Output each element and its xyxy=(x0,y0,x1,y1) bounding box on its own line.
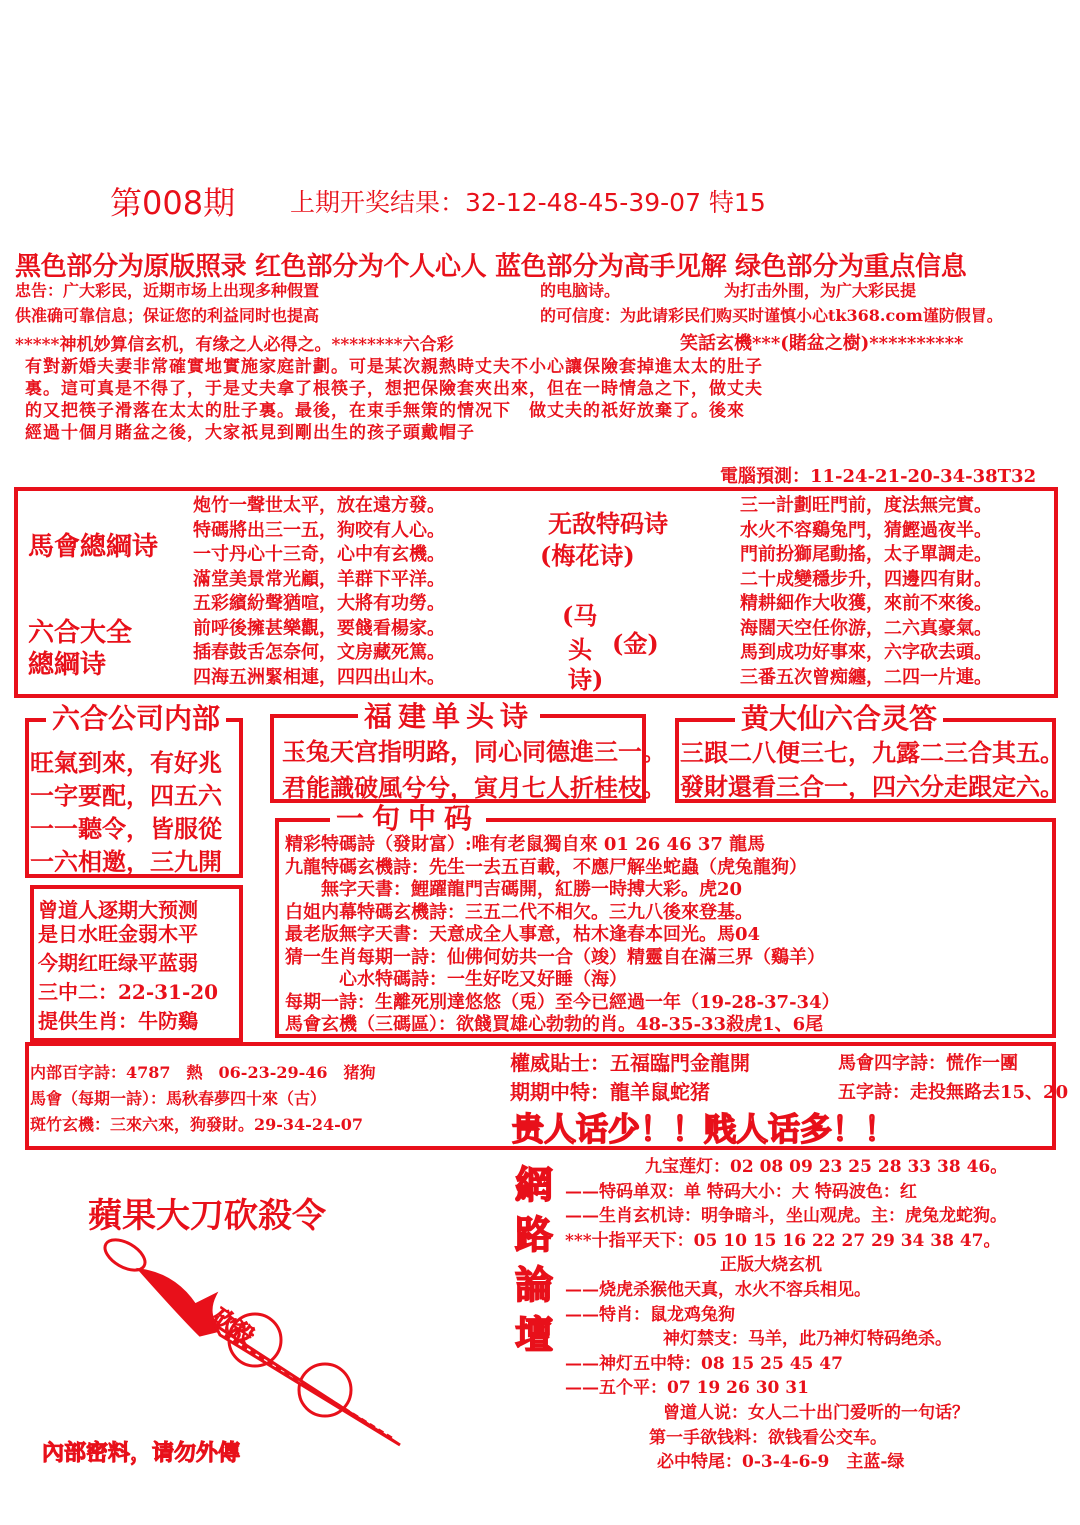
mid-c: 诗) xyxy=(568,665,604,694)
fujian-line: 君能識破風兮兮，寅月七人折桂枝。 xyxy=(282,773,666,802)
issue-number: 第008期 xyxy=(110,184,236,222)
poem-line: 精耕細作大收獲，來前不來後。 xyxy=(740,593,992,614)
huang-line: 三跟二八便三七，九露二三合其五。 xyxy=(680,738,1064,767)
zeng-line: 提供生肖：牛防鷄 xyxy=(38,1009,198,1033)
notice-right xyxy=(540,278,1003,328)
sentence-line: 心水特碼詩：一生好吃又好睡（海） xyxy=(285,969,627,990)
five-char-poem: 五字詩：走投無路去15、20 xyxy=(838,1082,1069,1103)
forum-line: ——特码单双：单 特码大小：大 特码波色：红 xyxy=(565,1181,917,1202)
slogan: 贵人话少！！贱人话多！！ xyxy=(512,1110,897,1148)
fujian-title: 福建单头诗 xyxy=(358,702,540,732)
bottom-line: 内部百字詩：4787 熱 06-23-29-46 猪狗 xyxy=(30,1063,376,1082)
sentence-line: 馬會玄機（三碼區）：欲餞買雄心勃勃的肖。48-35-33殺虎1、6尾 xyxy=(285,1014,824,1035)
forum-line: ——烧虎杀猴他天真，水火不容兵相见。 xyxy=(565,1279,871,1300)
notice-left xyxy=(15,278,319,328)
computer-prediction: 電腦預測：11-24-21-20-34-38T32 xyxy=(720,462,1036,490)
one-sentence-lines xyxy=(285,834,840,1037)
fujian-lines xyxy=(282,734,666,806)
right-poem xyxy=(740,494,992,690)
poem-title-liuhe: 六合大全 xyxy=(28,618,133,648)
poem-line: 馬到成功好事來，六字砍去頭。 xyxy=(740,642,992,663)
four-char-poem: 馬會四字詩：慌作一團 xyxy=(838,1053,1018,1074)
forum-line: 必中特尾：0-3-4-6-9 主蓝-绿 xyxy=(657,1452,905,1473)
story-line: 經過十個月賭盆之後，大家祇見到剛出生的孩子頭戴帽子 xyxy=(25,423,475,443)
story-line: 的又把筷子滑落在太太的肚子裏。最後，在束手無策的情况下 做丈夫的祇好放棄了。後來 xyxy=(25,401,745,421)
poem-line: 滿堂美景常光顧，羊群下平洋。 xyxy=(193,568,445,590)
notice-line: 的电脑诗。 为打击外围，为广大彩民提 xyxy=(540,281,917,300)
company-title: 六合公司内部 xyxy=(46,704,226,734)
sentence-line: 猜一生肖每期一詩：仙佛何妨共一合（竣）精靈自在滿三界（鷄羊） xyxy=(285,946,825,968)
poem-line: 三番五次曾痴纏，二四一片連。 xyxy=(740,666,992,688)
huang-title: 黄大仙六合灵答 xyxy=(735,704,943,734)
forum-line: 第一手欲钱料：欲钱看公交车。 xyxy=(649,1427,887,1448)
apple-footer: 內部密料，请勿外傳 xyxy=(42,1440,241,1466)
company-line: 一字要配，四五六 xyxy=(30,781,222,810)
poem-line: 五彩繽紛聲猶喧，大將有功勞。 xyxy=(193,593,445,614)
poem-line: 炮竹一聲世太平，放在遠方發。 xyxy=(193,495,445,516)
zeng-title: 曾道人逐期大预测 xyxy=(38,898,198,922)
zeng-line: 是日水旺金弱木平 xyxy=(38,922,198,946)
forum-line: ——特肖：鼠龙鸡兔狗 xyxy=(565,1304,735,1325)
forum-line: ——神灯五中特：08 15 25 45 47 xyxy=(565,1353,843,1374)
joke-title: 笑話玄機***(賭盆之樹)********** xyxy=(680,333,964,354)
mid-b: 头 xyxy=(568,635,592,664)
notice-line: 忠告：广大彩民，近期市场上出现多种假置 xyxy=(15,281,320,300)
company-line: 一一聽令，皆服從 xyxy=(30,814,222,843)
poem-line: 門前扮獅尾動搖，太子單調走。 xyxy=(740,544,992,565)
company-lines xyxy=(30,746,222,878)
huang-line: 發財還看三合一，四六分走跟定六。 xyxy=(680,772,1064,801)
sentence-line: 白姐内幕特碼玄機詩：三五二代不相欠。三九八後來登基。 xyxy=(285,901,753,923)
bottom-line: 馬會（每期一詩）：馬秋春夢四十來（古） xyxy=(30,1089,327,1108)
mid-title: 无敌特码诗 xyxy=(548,509,668,538)
poem-line: 四海五洲緊相連，四四出山木。 xyxy=(193,666,445,688)
poem-line: 三一計劃旺門前，度法無完實。 xyxy=(740,495,992,516)
fujian-line: 玉兔天宫指明路，同心同德進三一。 xyxy=(282,737,666,766)
forum-line: 曾道人说：女人二十出门爱听的一句话？ xyxy=(663,1402,969,1423)
forum-line: ——五个平：07 19 26 30 31 xyxy=(565,1378,809,1399)
each-issue: 期期中特：龍羊鼠蛇猪 xyxy=(510,1080,710,1104)
color-legend: 黑色部分为原版照录 红色部分为个人心人 蓝色部分为高手见解 绿色部分为重点信息 xyxy=(15,252,967,282)
poem-line: 前呼後擁甚樂觀，要餞看楊家。 xyxy=(193,617,445,639)
poem-title-liuhe-2: 總綱诗 xyxy=(28,650,107,680)
story-line: 有對新婚夫妻非常確實地實施家庭計劃。可是某次親熱時丈夫不小心讓保險套掉進太太的肚子 xyxy=(25,357,763,377)
company-line: 旺氣到來，有好兆 xyxy=(30,748,222,777)
zeng-line: 今期红旺绿平蓝弱 xyxy=(38,951,198,975)
sentence-line: 精彩特碼詩（發財富）:唯有老鼠獨自來 01 26 46 37 龍馬 xyxy=(285,834,766,855)
sentence-line: 最老版無字天書：天意成全人事意，枯木逢春本回光。馬04 xyxy=(285,924,761,945)
authority-tip: 權威貼士：五福臨門金龍開 xyxy=(510,1051,750,1075)
poem-line: 海闊天空任你游，二六真豪氣。 xyxy=(740,617,992,639)
forum-line: ***十指平天下：05 10 15 16 22 27 29 34 38 47。 xyxy=(565,1230,1001,1251)
story-line: 裏。這可真是不得了，于是丈夫拿了根筷子，想把保險套夾出來，但在一時情急之下，做丈夫 xyxy=(25,379,763,399)
forum-line: 正版大烧玄机 xyxy=(720,1255,822,1276)
zeng-lines xyxy=(38,920,218,1036)
sentence-line: 無字天書：鯉躍龍門吉碼開，紅勝一時搏大彩。虎20 xyxy=(285,879,743,900)
joke-story xyxy=(25,356,763,444)
apple-seal: 砍殺 xyxy=(207,1303,259,1351)
forum-line: ——生肖玄机诗：明争暗斗，坐山观虎。主：虎兔龙蛇狗。 xyxy=(565,1206,1007,1227)
poem-line: 特碼將出三一五，狗咬有人心。 xyxy=(193,519,445,541)
sentence-line: 每期一詩：生離死別達悠悠（兎）至今已經過一年（19-28-37-34） xyxy=(285,991,840,1013)
bottom-line: 斑竹玄機：三來六來，狗發財。29-34-24-07 xyxy=(30,1115,363,1134)
mid-d: (金) xyxy=(612,629,659,658)
apple-title: 蘋果大刀砍殺令 xyxy=(88,1196,326,1236)
forum-title: 網路論壇 xyxy=(514,1162,553,1357)
poem-line: 二十成變穩步升，四邊四有財。 xyxy=(740,568,992,590)
poem-line: 水火不容鷄兔門，猜鰹過夜半。 xyxy=(740,519,992,541)
forum-lines xyxy=(565,1155,1007,1475)
mid-a: (马 xyxy=(562,601,598,630)
poem-line: 插春鼓舌怎奈何，文房藏死篤。 xyxy=(193,642,445,663)
forum-line: 神灯禁支：马羊，此乃神灯特码绝杀。 xyxy=(663,1329,952,1350)
joke-left-title: *****神机妙算信玄机，有缘之人必得之。********六合彩 xyxy=(15,335,454,355)
forum-line: 九宝莲灯：02 08 09 23 25 28 33 38 46。 xyxy=(645,1157,1008,1177)
sentence-line: 九龍特碼玄機詩：先生一去五百載，不應尸解坐蛇蟲（虎兔龍狗） xyxy=(285,856,807,878)
one-sentence-title: 一句中码 xyxy=(330,804,486,834)
mid-subtitle: (梅花诗) xyxy=(540,541,635,570)
last-result: 上期开奖结果：32-12-48-45-39-07 特15 xyxy=(290,188,766,217)
poem-title-mahui: 馬會總綱诗 xyxy=(28,532,159,562)
sword-icon xyxy=(95,1235,415,1455)
huang-lines xyxy=(680,736,1064,804)
left-poem xyxy=(193,494,445,690)
poem-line: 一寸丹心十三奇，心中有玄機。 xyxy=(193,544,445,565)
company-line: 一六相邀，三九開 xyxy=(30,847,222,876)
zeng-line: 三中二：22-31-20 xyxy=(38,980,219,1004)
notice-line: 的可信度：为此请彩民们购买时谨慎小心tk368.com谨防假冒。 xyxy=(540,306,1003,325)
notice-line: 供准确可靠信息；保证您的利益同时也提高 xyxy=(15,306,320,325)
bottom-left-lines xyxy=(30,1060,376,1138)
